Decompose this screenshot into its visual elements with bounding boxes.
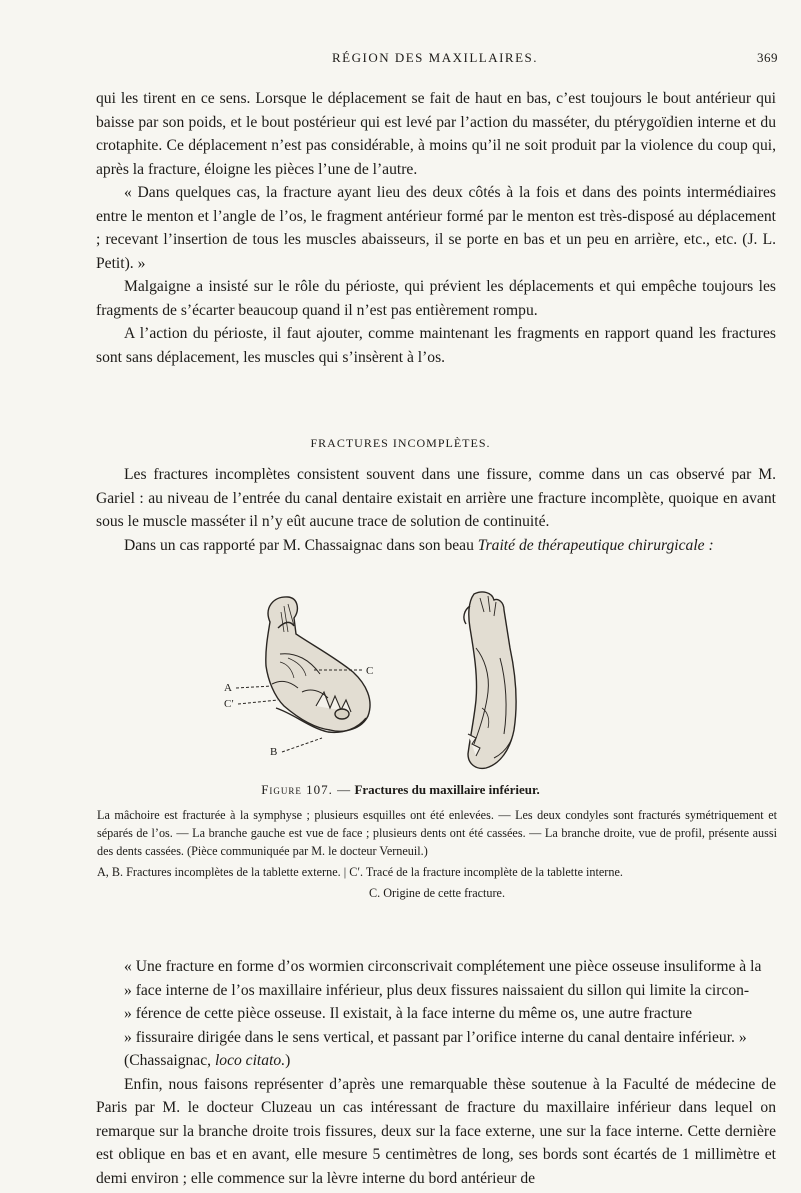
citation-italic: loco citato. [214, 1052, 286, 1069]
text-block-bottom [96, 955, 776, 1190]
figure-caption [0, 782, 801, 798]
mandible-front-view [266, 597, 370, 732]
book-title: Traité de thérapeutique chirurgicale : [477, 536, 714, 554]
paragraph: A l’action du périoste, il faut ajouter, comme maintenant les fragments en rapport quand les fractures sont sans déplacement, les muscles qui s’insèrent à l’os. [96, 325, 776, 366]
paragraph-text: Dans un cas rapporté par M. Chassaignac dans son beau [124, 536, 478, 554]
citation [96, 1049, 776, 1073]
label-C-prime: C′ [224, 698, 234, 710]
legend-paragraph: C. Origine de cette fracture. [368, 886, 506, 900]
figure-mandible-illustration [218, 588, 588, 774]
page-number: 369 [757, 50, 778, 65]
section-heading: FRACTURES INCOMPLÈTES. [310, 436, 491, 450]
running-header [92, 50, 778, 70]
figure-legend [97, 806, 777, 905]
mandible-drawing [218, 588, 588, 774]
label-B: B [270, 746, 278, 758]
quote-line: « Une fracture en forme d’os wormien circonscrivait complétement une pièce osseuse insuliforme à la [124, 958, 762, 975]
citation-close: ) [285, 1052, 291, 1069]
running-title: RÉGION DES MAXILLAIRES. [331, 50, 539, 65]
text-block-top [96, 87, 776, 369]
figure-title: Fractures du maxillaire inférieur. [354, 782, 540, 797]
legend-paragraph: A, B. Fractures incomplètes de la tablette externe. | C′. Tracé de la fracture incomplète de la tablette interne. [97, 865, 623, 879]
mandible-side-view [464, 592, 516, 768]
quote-line: » fissuraire dirigée dans le sens vertical, et passant par l’orifice interne du canal dentaire inférieur. » [124, 1028, 747, 1046]
paragraph: Les fractures incomplètes consistent souvent dans une fissure, comme dans un cas observé par M. Gariel : au niveau de l’entrée du canal dentaire existait en arrière une fracture incomplète, quoique en avant sous le muscle masséter il n’y eût aucune trace de solution de continuité. [96, 466, 776, 530]
paragraph: « Dans quelques cas, la fracture ayant lieu des deux côtés à la fois et dans des points intermédiaires entre le menton et l’angle de l’os, le fragment antérieur formé par le menton est très-disposé au déplacement ; recevant l’insertion de tous les muscles abaisseurs, il se porte en bas et un peu en arrière, etc., etc. (J. L. Petit). » [96, 184, 776, 272]
paragraph: qui les tirent en ce sens. Lorsque le déplacement se fait de haut en bas, c’est toujours le bout antérieur qui baisse par son poids, et le bout postérieur qui est levé par l’action du masséter, du ptérygoïdien interne et du crotaphite. Ce déplacement n’est pas considérable, à moins qu’il ne soit produit par la violence du coup qui, après la fracture, éloigne les pièces l’une de l’autre. [96, 90, 776, 178]
label-A: A [224, 682, 232, 694]
paragraph: Enfin, nous faisons représenter d’après une remarquable thèse soutenue à la Faculté de médecine de Paris par M. le docteur Cluzeau un cas intéressant de fracture du maxillaire inférieur dans lequel on remarque sur la branche droite trois fissures, deux sur la face externe, une sur la face interne. Cette dernière est oblique en bas et en avant, elle mesure 5 centimètres de long, ses bords sont écartés de 1 millimètre et demi environ ; elle commence sur la lèvre interne du bord antérieur de [96, 1075, 776, 1187]
quote-line: » face interne de l’os maxillaire inférieur, plus deux fissures naissaient du sillon qui limite la circon- [124, 981, 750, 999]
citation-text: (Chassaignac, [124, 1052, 215, 1069]
legend-paragraph: La mâchoire est fracturée à la symphyse ; plusieurs esquilles ont été enlevées. — Les deux condyles sont fracturés symétriquement et séparés de l’os. — La branche gauche est vue de face ; plusieurs dents ont été cassées. — La branche droite, vue de profil, présente aussi des dents cassées. (Pièce communiquée par M. le docteur Verneuil.) [97, 808, 777, 858]
paragraph: Malgaigne a insisté sur le rôle du périoste, qui prévient les déplacements et qui empêche toujours les fragments de s’écarter beaucoup quand il n’est pas entièrement rompu. [96, 278, 776, 319]
label-C: C [366, 665, 374, 677]
paragraph [96, 534, 776, 558]
text-block-mid [96, 463, 776, 557]
quote-line: » férence de cette pièce osseuse. Il existait, à la face interne du même os, une autre fracture [124, 1005, 693, 1022]
figure-number: Figure 107. — [261, 782, 352, 797]
